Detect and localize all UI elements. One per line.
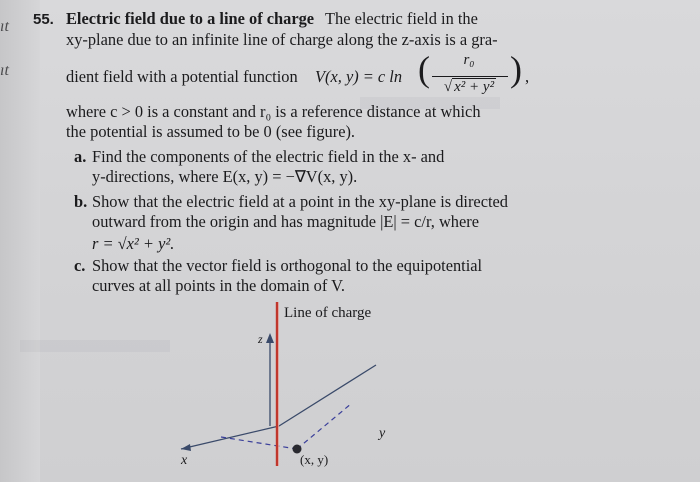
- part-text: Show that the vector field is orthogonal to the equipotential: [92, 256, 483, 275]
- fraction-denominator: √ x² + y²: [443, 79, 495, 95]
- x-axis-label: x: [181, 453, 188, 468]
- figure-caption: Line of charge: [284, 305, 372, 321]
- part-label: a.: [74, 147, 87, 166]
- y-axis-label: y: [379, 426, 386, 441]
- part-label: c.: [74, 256, 86, 275]
- point-label: (x, y): [300, 452, 329, 467]
- x-axis-arrow: [181, 444, 191, 451]
- part-text: Find the components of the electric field in the x- and: [92, 147, 445, 166]
- dashed-projection: [221, 437, 297, 449]
- intro-line: where c > 0 is a constant and r₀ is a reference distance at which: [66, 102, 481, 121]
- right-paren: ): [510, 49, 522, 89]
- intro-line: The electric field in the: [325, 9, 478, 28]
- z-axis-label: z: [258, 332, 263, 346]
- intro-line: dient field with a potential function: [66, 67, 298, 86]
- part-text: curves at all points in the domain of V.: [92, 276, 345, 295]
- margin-fragment: ıt: [0, 62, 9, 79]
- intro-line: xy-plane due to an infinite line of charge along the z-axis is a gra-: [66, 30, 498, 49]
- margin-fragment: ıt: [0, 18, 9, 35]
- part-text: y-directions, where E(x, y) = −∇V(x, y).: [92, 167, 358, 186]
- part-text: Show that the electric field at a point in the xy-plane is directed: [92, 192, 509, 211]
- intro-line: the potential is assumed to be 0 (see figure).: [66, 122, 356, 141]
- part-text: outward from the origin and has magnitude |E| = c/r, where: [92, 212, 480, 231]
- part-label: b.: [74, 192, 88, 211]
- z-axis-arrow: [266, 333, 274, 343]
- comma: ,: [525, 67, 530, 86]
- potential-formula: V(x, y) = c ln: [315, 67, 403, 86]
- left-paren: (: [418, 49, 430, 89]
- y-axis: [279, 365, 376, 426]
- fraction-numerator: r₀: [463, 52, 475, 68]
- problem-title: Electric field due to a line of charge: [66, 9, 315, 28]
- x-axis: [181, 426, 279, 449]
- problem-number: 55.: [33, 11, 54, 28]
- part-text: r = √x² + y².: [92, 234, 175, 253]
